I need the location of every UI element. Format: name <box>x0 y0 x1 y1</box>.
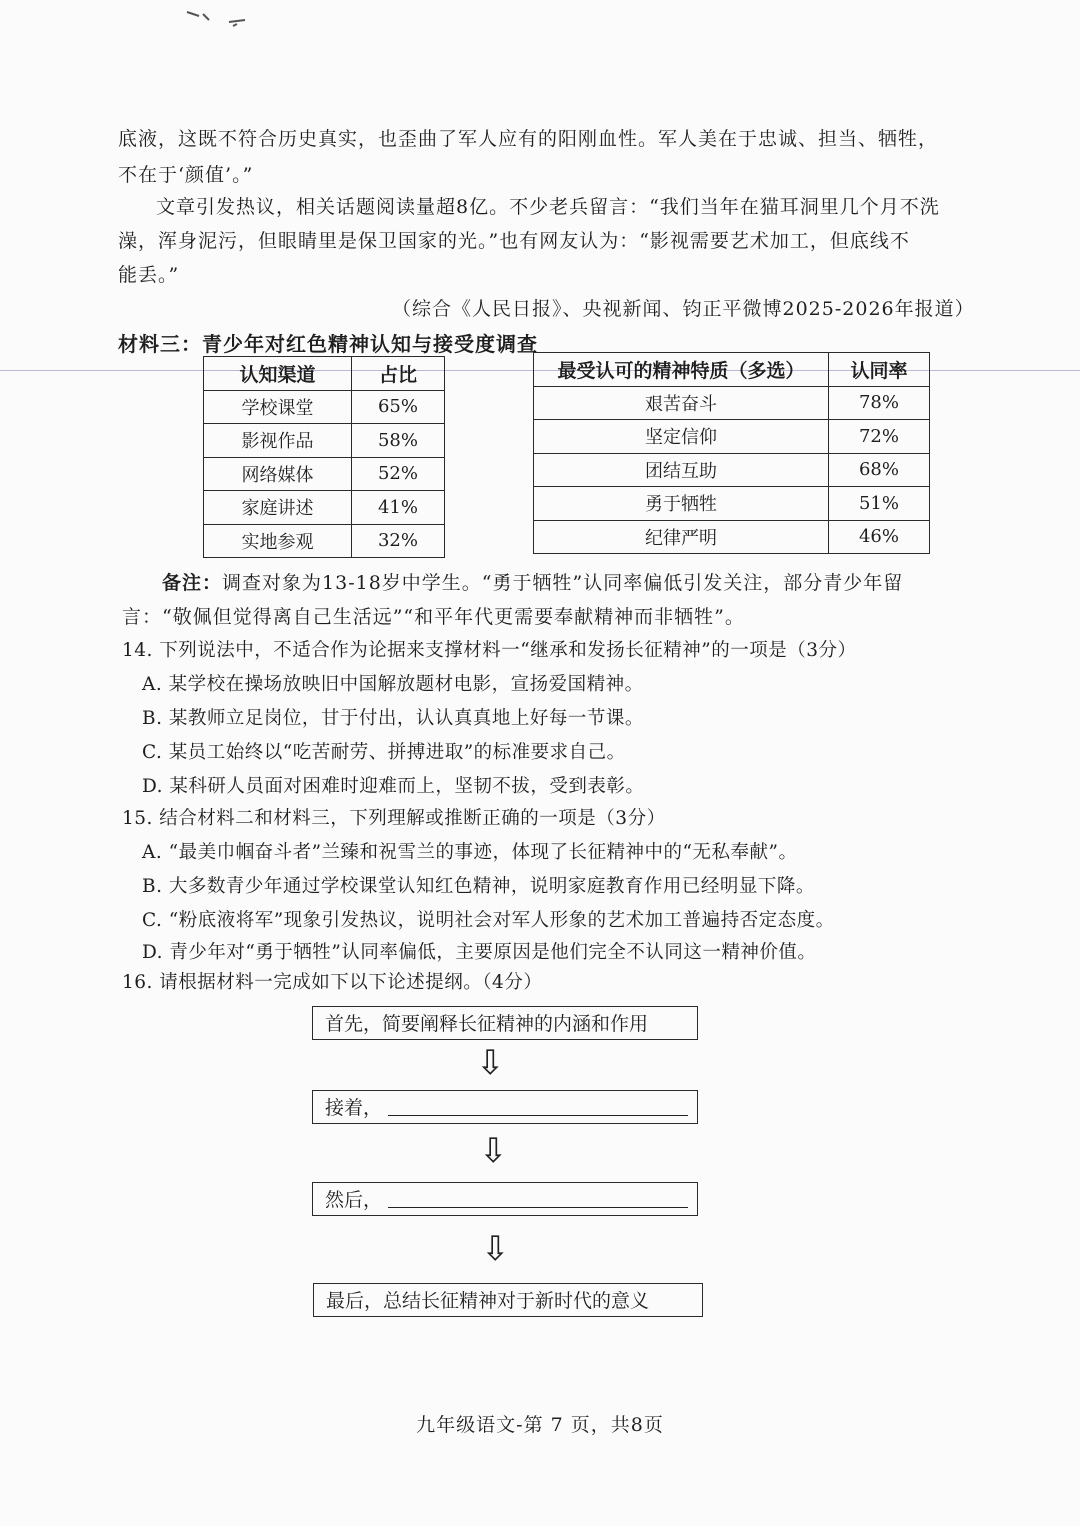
table-cell: 纪律严明 <box>534 520 829 554</box>
outline-step-1: 首先，简要阐释长征精神的内涵和作用 <box>312 1006 698 1040</box>
table-cell: 52% <box>352 457 445 491</box>
down-arrow-icon: ⇩ <box>481 1229 510 1269</box>
q15-option-c: C. “粉底液将军”现象引发热议，说明社会对军人形象的艺术加工普遍持否定态度。 <box>142 910 835 931</box>
outline-step-3-label: 然后， <box>325 1189 383 1211</box>
outline-step-2 <box>312 1090 698 1124</box>
q14-option-c: C. 某员工始终以“吃苦耐劳、拼搏进取”的标准要求自己。 <box>142 742 626 763</box>
q14-option-a: A. 某学校在操场放映旧中国解放题材电影，宣扬爱国精神。 <box>142 674 644 695</box>
down-arrow-icon: ⇩ <box>479 1131 508 1171</box>
table-cell: 58% <box>352 424 445 458</box>
table-row <box>534 453 930 487</box>
source-citation: （综合《人民日报》、央视新闻、钧正平微博2025-2026年报道） <box>392 298 975 320</box>
passage-line-5: 能丢。” <box>118 264 180 286</box>
table-row <box>534 520 930 554</box>
table-cell: 51% <box>829 487 930 521</box>
table-cell: 41% <box>352 491 445 525</box>
question-16-stem: 16. 请根据材料一完成如下以下论述提纲。（4分） <box>122 972 543 993</box>
table-cell: 家庭讲述 <box>204 491 352 525</box>
material3-title: 材料三：青少年对红色精神认知与接受度调查 <box>118 332 538 356</box>
table-row <box>204 491 445 525</box>
table-cell: 艰苦奋斗 <box>534 386 829 420</box>
table-header: 最受认可的精神特质（多选） <box>534 353 829 387</box>
table-cell: 68% <box>829 453 930 487</box>
q14-option-b: B. 某教师立足岗位，甘于付出，认认真真地上好每一节课。 <box>142 708 644 729</box>
table-cell: 影视作品 <box>204 424 352 458</box>
table-cell: 72% <box>829 420 930 454</box>
table-cell: 实地参观 <box>204 524 352 558</box>
passage-line-1: 底液，这既不符合历史真实，也歪曲了军人应有的阳刚血性。军人美在于忠诚、担当、牺牲， <box>118 128 939 150</box>
note-text: 调查对象为13-18岁中学生。“勇于牺牲”认同率偏低引发关注，部分青少年留 <box>222 572 904 594</box>
q15-option-d: D. 青少年对“勇于牺牲”认同率偏低，主要原因是他们完全不认同这一精神价值。 <box>142 942 817 963</box>
table-cell: 勇于牺牲 <box>534 487 829 521</box>
q14-option-d: D. 某科研人员面对困难时迎难而上，坚韧不拔，受到表彰。 <box>142 776 645 797</box>
table-row <box>204 457 445 491</box>
passage-line-2: 不在于‘颜值’。” <box>118 164 254 186</box>
passage-line-3: 文章引发热议，相关话题阅读量超8亿。不少老兵留言：“我们当年在猫耳洞里几个月不洗 <box>156 196 940 218</box>
table-row <box>204 424 445 458</box>
outline-step-4: 最后，总结长征精神对于新时代的意义 <box>313 1283 703 1317</box>
outline-step-2-label: 接着， <box>325 1097 383 1119</box>
table-row <box>204 390 445 424</box>
question-14-stem: 14. 下列说法中，不适合作为论据来支撑材料一“继承和发扬长征精神”的一项是（3分） <box>122 640 857 661</box>
table-cell: 坚定信仰 <box>534 420 829 454</box>
table-cell: 78% <box>829 386 930 420</box>
table-header: 认知渠道 <box>204 357 352 391</box>
table-row <box>204 524 445 558</box>
table-cell: 网络媒体 <box>204 457 352 491</box>
trait-table <box>533 352 930 554</box>
answer-blank-2[interactable] <box>388 1183 688 1208</box>
table-row <box>534 420 930 454</box>
note-line-1 <box>162 568 903 595</box>
table-cell: 65% <box>352 390 445 424</box>
table-cell: 32% <box>352 524 445 558</box>
passage-line-4: 澡，浑身泥污，但眼睛里是保卫国家的光。”也有网友认为：“影视需要艺术加工，但底线不 <box>118 230 910 252</box>
table-header: 认同率 <box>829 353 930 387</box>
table-row <box>534 487 930 521</box>
table-cell: 46% <box>829 520 930 554</box>
answer-blank-1[interactable] <box>388 1091 688 1116</box>
outline-step-3 <box>312 1182 698 1216</box>
question-15-stem: 15. 结合材料二和材料三，下列理解或推断正确的一项是（3分） <box>122 808 666 829</box>
scan-mark <box>185 8 255 30</box>
page-footer: 九年级语文-第 7 页，共8页 <box>416 1414 664 1436</box>
table-cell: 团结互助 <box>534 453 829 487</box>
down-arrow-icon: ⇩ <box>476 1043 505 1083</box>
q15-option-a: A. “最美巾帼奋斗者”兰臻和祝雪兰的事迹，体现了长征精神中的“无私奉献”。 <box>142 842 798 863</box>
table-cell: 学校课堂 <box>204 390 352 424</box>
channel-table <box>203 356 445 558</box>
q15-option-b: B. 大多数青少年通过学校课堂认知红色精神，说明家庭教育作用已经明显下降。 <box>142 876 815 897</box>
table-header: 占比 <box>352 357 445 391</box>
table-row <box>534 386 930 420</box>
note-label: 备注： <box>162 572 223 594</box>
note-line-2: 言：“敬佩但觉得离自己生活远”“和平年代更需要奉献精神而非牺牲”。 <box>122 606 745 628</box>
